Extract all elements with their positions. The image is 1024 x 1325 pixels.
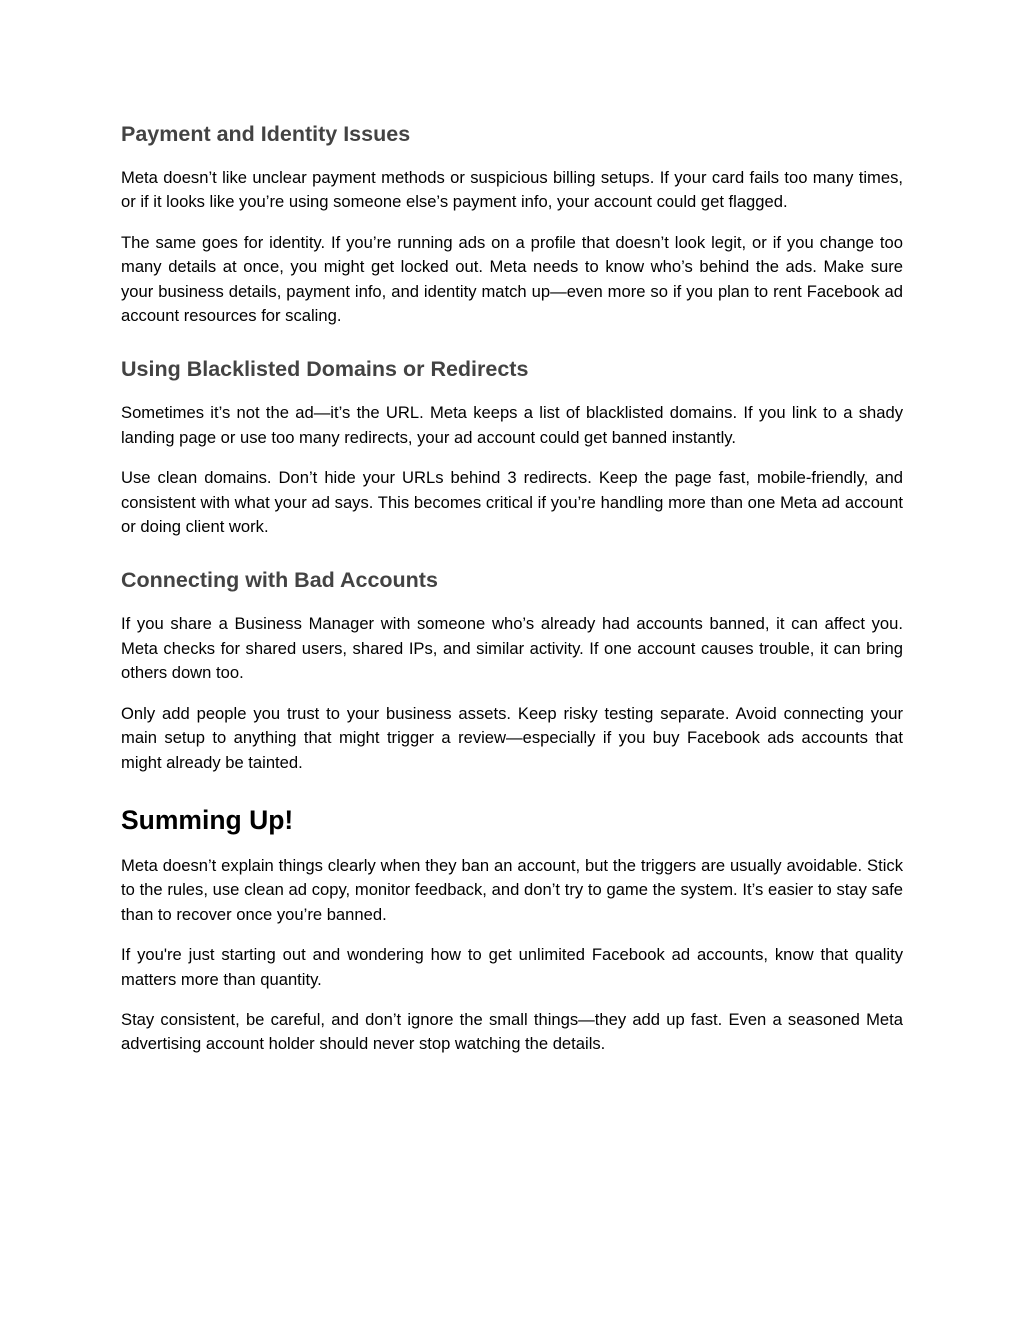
paragraph: Use clean domains. Don’t hide your URLs behind 3 redirects. Keep the page fast, mobile-friendly, and consistent with what your ad says. This becomes critical if you’re handling more than one Meta ad account or doing client work. bbox=[121, 468, 903, 537]
section-heading-summing-up: Summing Up! bbox=[121, 804, 294, 835]
paragraph: Meta doesn’t like unclear payment methods or suspicious billing setups. If your card fails too many times, or if it looks like you’re using someone else’s payment info, your account could get flagged. bbox=[121, 168, 903, 212]
paragraph: Sometimes it’s not the ad—it’s the URL. Meta keeps a list of blacklisted domains. If you link to a shady landing page or use too many redirects, your ad account could get banned instantly. bbox=[121, 403, 903, 447]
section-heading-blacklisted-domains: Using Blacklisted Domains or Redirects bbox=[121, 357, 529, 382]
document-page bbox=[121, 110, 903, 1057]
paragraph: Meta doesn’t explain things clearly when they ban an account, but the triggers are usually avoidable. Stick to the rules, use clean ad copy, monitor feedback, and don’t try to game the system. It’s easier to stay safe than to recover once you’re banned. bbox=[121, 855, 903, 924]
paragraph: If you share a Business Manager with someone who’s already had accounts banned, it can affect you. Meta checks for shared users, shared IPs, and similar activity. If one account causes trouble, it can bring others down too. bbox=[121, 614, 903, 683]
paragraph: If you're just starting out and wondering how to get unlimited Facebook ad accounts, know that quality matters more than quantity. bbox=[121, 945, 903, 989]
section-heading-bad-accounts: Connecting with Bad Accounts bbox=[121, 568, 438, 593]
section-heading-payment-identity: Payment and Identity Issues bbox=[121, 122, 411, 146]
paragraph: Only add people you trust to your business assets. Keep risky testing separate. Avoid connecting your main setup to anything that might trigger a review—especially if you buy Facebook ads accounts that might already be tainted. bbox=[121, 703, 903, 772]
paragraph: The same goes for identity. If you’re running ads on a profile that doesn’t look legit, or if you change too many details at once, you might get locked out. Meta needs to know who’s behind the ads. Make sure your business details, payment info, and identity match up—even more so if you plan to rent Facebook ad account resources for scaling. bbox=[121, 232, 903, 326]
paragraph: Stay consistent, be careful, and don’t ignore the small things—they add up fast. Even a seasoned Meta advertising account holder should never stop watching the details. bbox=[121, 1009, 903, 1054]
